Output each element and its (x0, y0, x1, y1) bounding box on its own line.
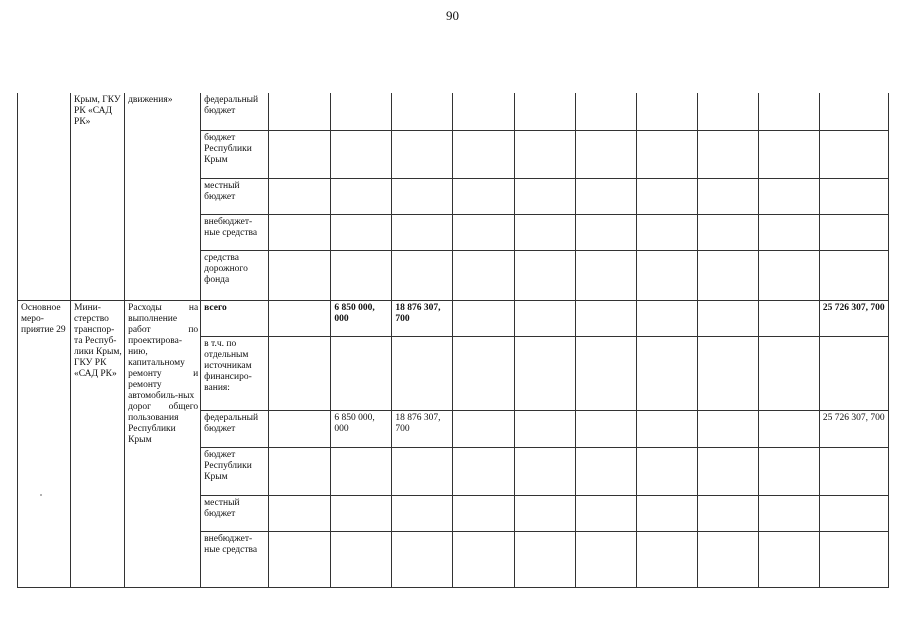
value-cell (636, 410, 697, 447)
value-cell (453, 130, 514, 178)
value-cell (269, 214, 331, 250)
value-cell (331, 531, 392, 587)
value-cell (697, 130, 758, 178)
value-cell (697, 447, 758, 495)
value-cell (575, 531, 636, 587)
value-cell (697, 531, 758, 587)
value-cell (758, 495, 819, 531)
value-cell (392, 214, 453, 250)
value-cell (758, 93, 819, 130)
value-cell (697, 250, 758, 300)
value-cell (819, 178, 888, 214)
value-cell (575, 300, 636, 336)
value-cell (269, 300, 331, 336)
value-cell (269, 410, 331, 447)
scan-artifact (40, 494, 42, 496)
value-cell (392, 250, 453, 300)
value-cell (758, 214, 819, 250)
event-cell (18, 93, 71, 300)
value-cell (636, 531, 697, 587)
value-cell (575, 250, 636, 300)
funding-source-cell: в т.ч. по отдельным источникам финансиро-вания: (201, 336, 269, 410)
funding-source-cell: местный бюджет (201, 495, 269, 531)
value-cell (269, 531, 331, 587)
value-cell (636, 130, 697, 178)
value-cell (819, 130, 888, 178)
value-cell (514, 336, 575, 410)
value-cell (575, 447, 636, 495)
funding-source-cell: федеральный бюджет (201, 410, 269, 447)
funding-source-cell: федеральный бюджет (201, 93, 269, 130)
value-cell (514, 531, 575, 587)
value-cell (514, 410, 575, 447)
value-cell (636, 93, 697, 130)
value-cell (758, 250, 819, 300)
value-cell (697, 93, 758, 130)
value-cell: 25 726 307, 700 (819, 410, 888, 447)
value-cell (636, 336, 697, 410)
value-cell (514, 214, 575, 250)
funding-source-cell: внебюджет-ные средства (201, 531, 269, 587)
value-cell (514, 250, 575, 300)
value-cell (697, 300, 758, 336)
value-cell (392, 495, 453, 531)
value-cell (697, 214, 758, 250)
value-cell (453, 93, 514, 130)
value-cell (819, 495, 888, 531)
activity-cell: движения» (125, 93, 201, 300)
value-cell (514, 178, 575, 214)
value-cell: 18 876 307, 700 (392, 300, 453, 336)
value-cell (331, 336, 392, 410)
value-cell (758, 447, 819, 495)
value-cell (331, 93, 392, 130)
value-cell (819, 93, 888, 130)
executor-cell: Крым, ГКУ РК «САД РК» (71, 93, 125, 300)
value-cell (636, 495, 697, 531)
value-cell (269, 447, 331, 495)
value-cell (514, 130, 575, 178)
value-cell (514, 447, 575, 495)
value-cell (453, 531, 514, 587)
value-cell (514, 495, 575, 531)
value-cell (269, 250, 331, 300)
value-cell: 6 850 000, 000 (331, 300, 392, 336)
value-cell (392, 93, 453, 130)
value-cell (392, 447, 453, 495)
value-cell (514, 300, 575, 336)
value-cell (514, 93, 575, 130)
value-cell (453, 178, 514, 214)
value-cell (331, 178, 392, 214)
value-cell (453, 300, 514, 336)
funding-source-cell: бюджет Республики Крым (201, 130, 269, 178)
table-row (18, 300, 889, 336)
funding-source-cell: внебюджет-ные средства (201, 214, 269, 250)
value-cell: 18 876 307, 700 (392, 410, 453, 447)
value-cell (269, 130, 331, 178)
value-cell (392, 531, 453, 587)
value-cell (758, 130, 819, 178)
value-cell (636, 214, 697, 250)
value-cell (269, 93, 331, 130)
value-cell: 25 726 307, 700 (819, 300, 888, 336)
value-cell (697, 410, 758, 447)
funding-source-cell: местный бюджет (201, 178, 269, 214)
value-cell (453, 336, 514, 410)
value-cell (819, 214, 888, 250)
activity-cell: Расходы на выполнение работ по проектирова-нию, капитальному ремонту и ремонту автомобиль-ных дорог общего пользования Республики Крым (125, 300, 201, 587)
value-cell (453, 410, 514, 447)
funding-source-cell: средства дорожного фонда (201, 250, 269, 300)
funding-source-cell: всего (201, 300, 269, 336)
value-cell (269, 336, 331, 410)
table-row (18, 93, 889, 130)
value-cell (453, 250, 514, 300)
value-cell (758, 410, 819, 447)
value-cell (697, 495, 758, 531)
value-cell (331, 214, 392, 250)
value-cell (758, 178, 819, 214)
value-cell (575, 93, 636, 130)
value-cell (331, 447, 392, 495)
value-cell (331, 250, 392, 300)
value-cell (575, 178, 636, 214)
executor-cell: Мини-стерство транспор-та Респуб-лики Крым, ГКУ РК «САД РК» (71, 300, 125, 587)
value-cell (758, 531, 819, 587)
funding-source-cell: бюджет Республики Крым (201, 447, 269, 495)
page-number: 90 (446, 8, 459, 23)
value-cell (697, 336, 758, 410)
value-cell (392, 130, 453, 178)
value-cell (575, 495, 636, 531)
value-cell (453, 495, 514, 531)
value-cell (453, 447, 514, 495)
value-cell (269, 495, 331, 531)
value-cell (636, 250, 697, 300)
value-cell (758, 300, 819, 336)
value-cell (453, 214, 514, 250)
value-cell (575, 410, 636, 447)
value-cell (392, 336, 453, 410)
budget-table (17, 93, 889, 588)
event-cell: Основное меро-приятие 29 (18, 300, 71, 587)
value-cell (269, 178, 331, 214)
value-cell (819, 336, 888, 410)
value-cell (819, 531, 888, 587)
value-cell: 6 850 000, 000 (331, 410, 392, 447)
value-cell (575, 214, 636, 250)
value-cell (636, 300, 697, 336)
value-cell (331, 130, 392, 178)
value-cell (758, 336, 819, 410)
value-cell (819, 447, 888, 495)
value-cell (636, 178, 697, 214)
value-cell (819, 250, 888, 300)
value-cell (392, 178, 453, 214)
value-cell (575, 130, 636, 178)
value-cell (575, 336, 636, 410)
value-cell (331, 495, 392, 531)
value-cell (697, 178, 758, 214)
value-cell (636, 447, 697, 495)
